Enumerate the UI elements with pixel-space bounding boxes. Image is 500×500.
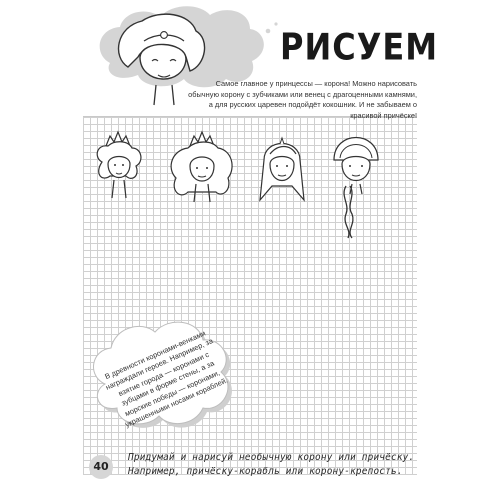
princess-with-kokoshnik-illustration <box>326 124 386 244</box>
princess-with-small-crown-illustration <box>88 128 148 208</box>
princess-with-tiara-illustration <box>250 130 314 212</box>
page-title: РИСУЕМ <box>280 25 439 69</box>
intro-text: Самое главное у принцессы — корона! Можно нарисовать обычную корону с зубчиками или венец с драгоценными камнями, а для русских царевен подойдёт кокошник. И не забываем о красивой причёске! <box>188 79 417 120</box>
page-number: 40 <box>89 455 113 479</box>
princess-with-curly-hair-crown-illustration <box>166 128 236 210</box>
cloud-note-text: В древности коронами-венками награждали героев. Например, за взятие города — коронами с зубцами в форме стены, а за морские победы — коронами, украшенными носами кораблей. <box>103 328 229 430</box>
fact-cloud <box>83 312 243 432</box>
task-text: Придумай и нарисуй необычную корону или причёску. Например, причёску-корабль или корону-крепость. <box>128 452 415 477</box>
